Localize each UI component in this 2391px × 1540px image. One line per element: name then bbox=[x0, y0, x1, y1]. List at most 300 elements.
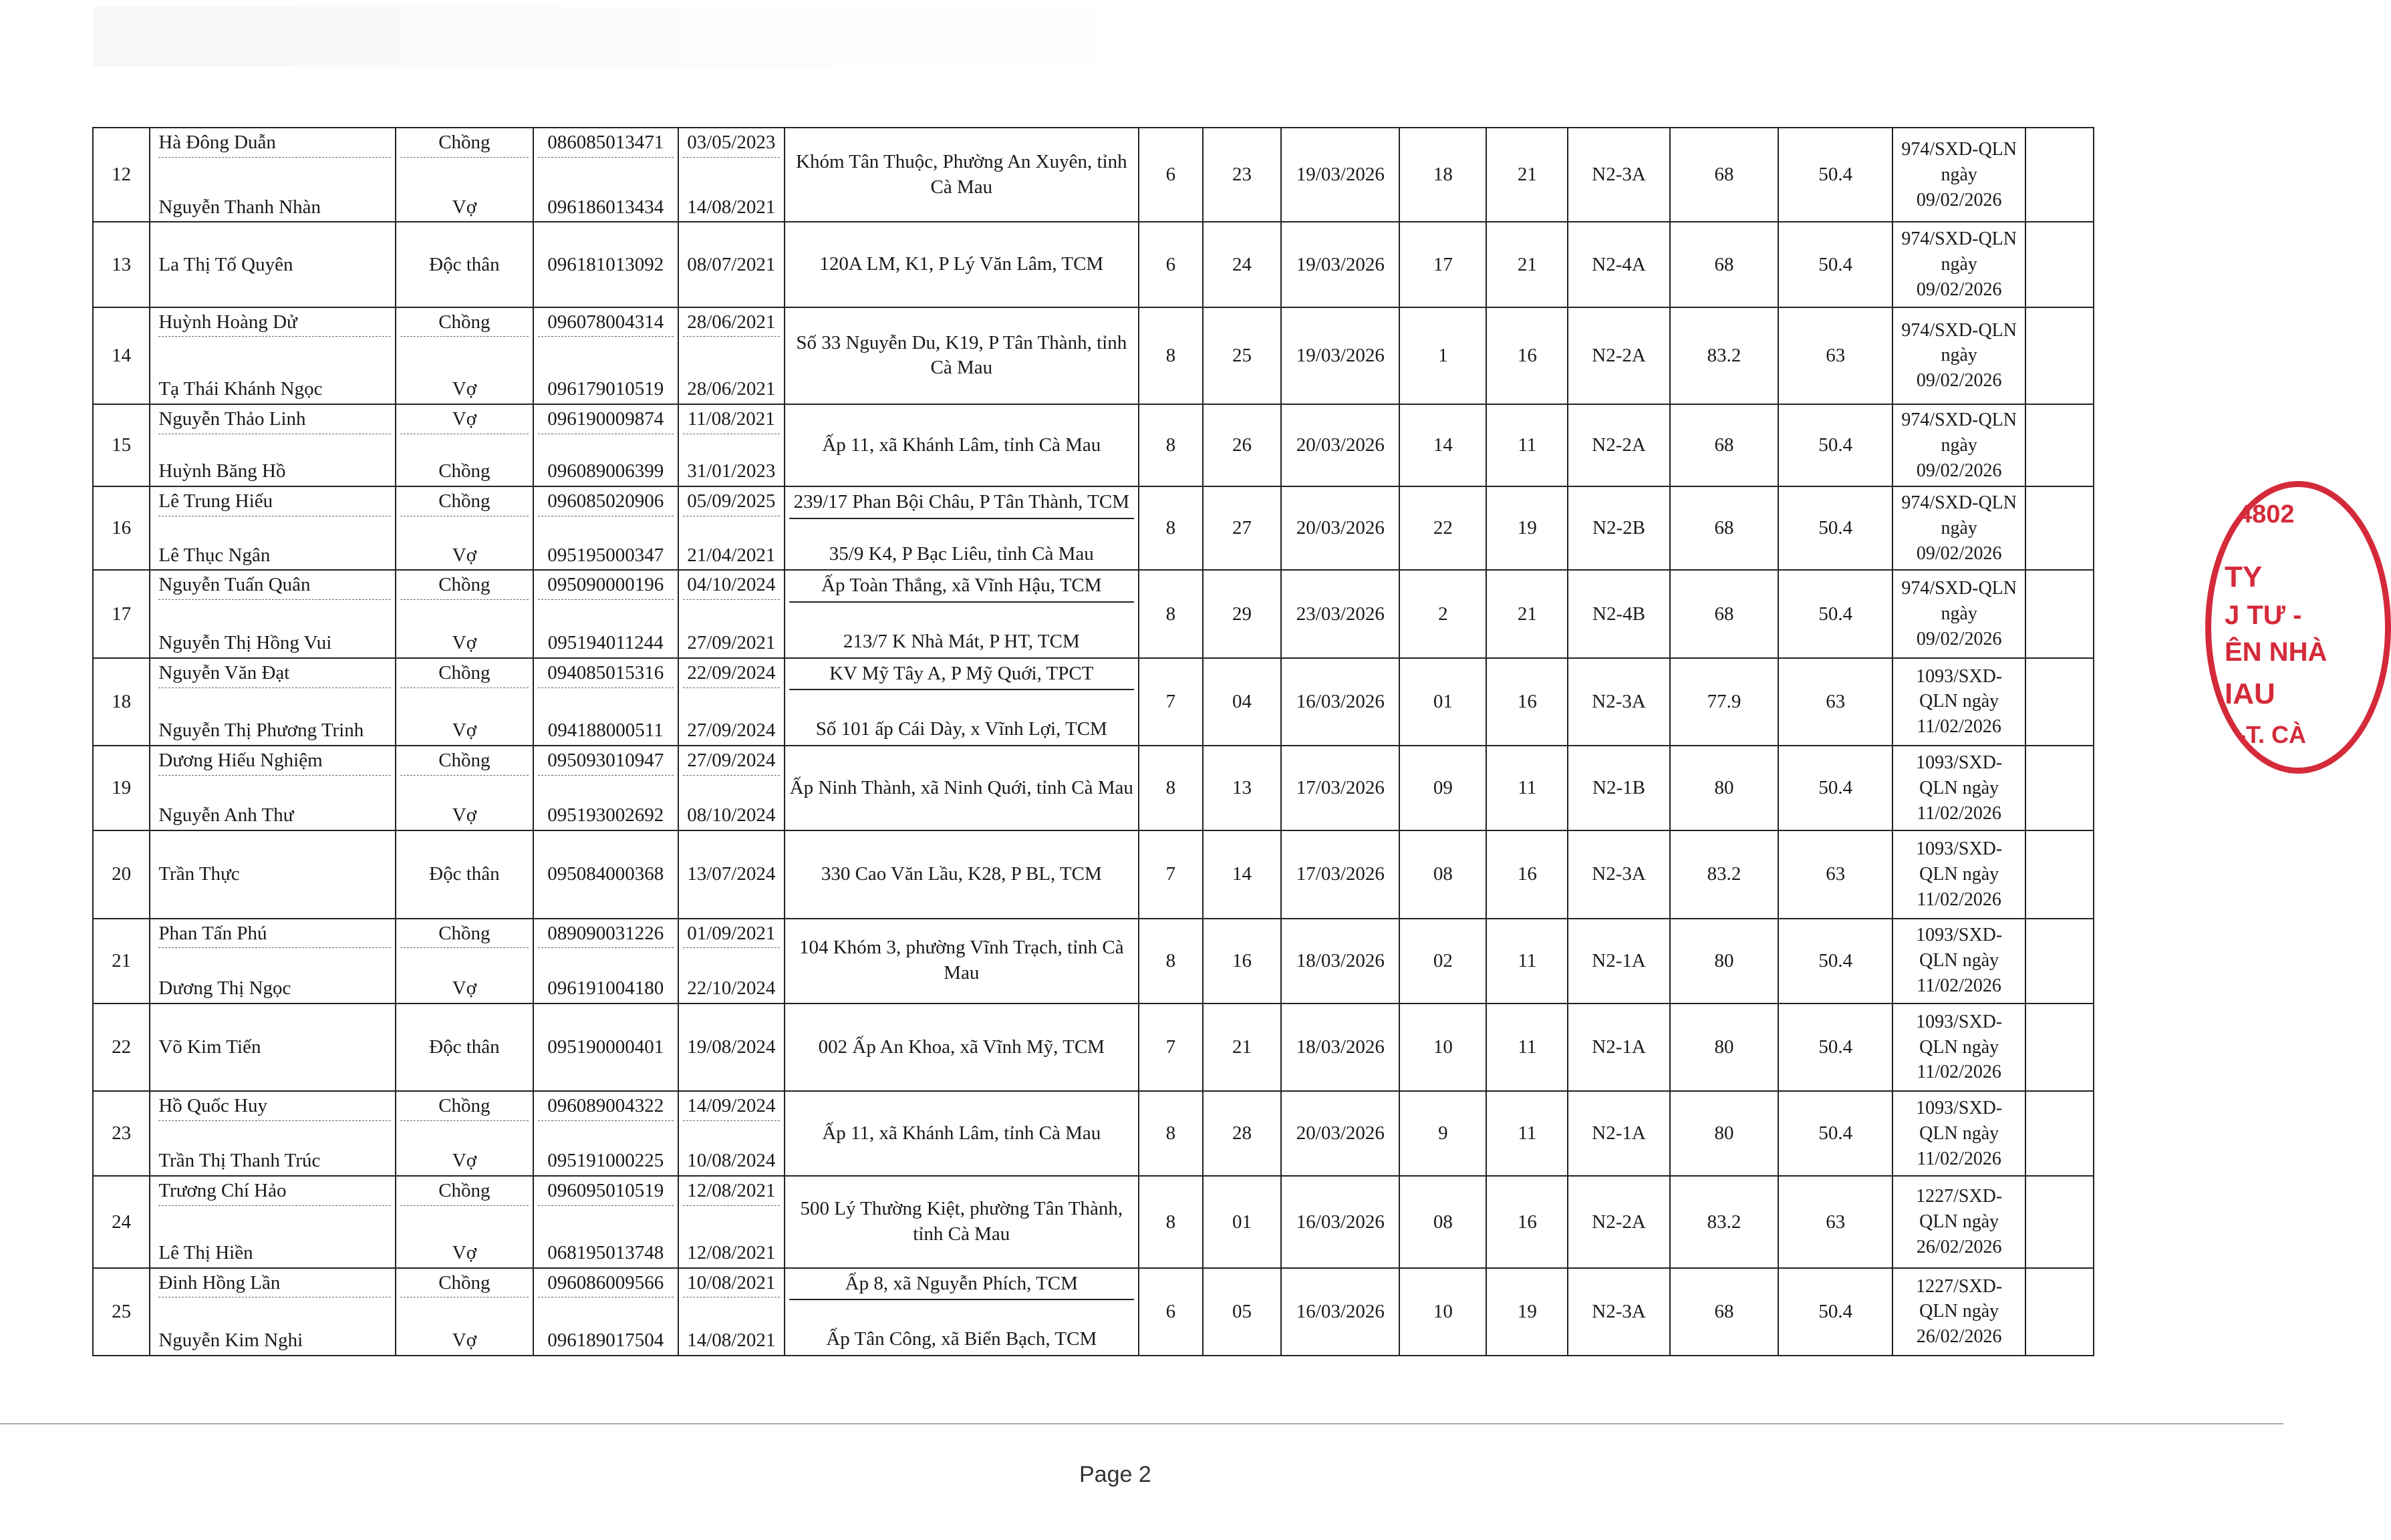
address-cell: Số 33 Nguyễn Du, K19, P Tân Thành, tỉnh Cà Mau bbox=[785, 307, 1139, 404]
address-cell: Ấp 11, xã Khánh Lâm, tỉnh Cà Mau bbox=[785, 1091, 1139, 1176]
empty-note-cell bbox=[2025, 830, 2094, 918]
value-cell-c7: 05 bbox=[1203, 1268, 1282, 1356]
value-cell-c7: 28 bbox=[1203, 1091, 1282, 1176]
relation-line: Vợ bbox=[452, 1330, 477, 1352]
address-line: 213/7 K Nhà Mát, P HT, TCM bbox=[843, 631, 1080, 653]
id-number-cell bbox=[533, 1176, 678, 1267]
relation-cell bbox=[396, 128, 533, 222]
issue-date-cell bbox=[678, 1268, 785, 1356]
value-cell-c7: 27 bbox=[1203, 486, 1282, 570]
value-cell-c11: N2-1B bbox=[1568, 746, 1669, 830]
value-cell-c8: 16/03/2026 bbox=[1281, 658, 1399, 746]
name-line: Dương Thị Ngọc bbox=[158, 977, 291, 999]
relation-line: Vợ bbox=[452, 544, 477, 566]
issue-date-line: 12/08/2021 bbox=[683, 1177, 780, 1206]
table-row bbox=[93, 1004, 2094, 1091]
name-cell: Võ Kim Tiến bbox=[150, 1004, 396, 1091]
id-number-cell bbox=[533, 404, 678, 486]
document-ref-cell: 974/SXD-QLN ngày 09/02/2026 bbox=[1892, 222, 2025, 307]
address-cell bbox=[785, 1268, 1139, 1356]
issue-date-line: 22/10/2024 bbox=[687, 977, 776, 999]
issue-date-line: 03/05/2023 bbox=[683, 128, 780, 158]
issue-date-line: 27/09/2024 bbox=[683, 746, 780, 776]
name-cell bbox=[150, 1176, 396, 1267]
value-cell-c9: 10 bbox=[1399, 1268, 1486, 1356]
id-number-line: 095195000347 bbox=[547, 544, 664, 566]
relation-line: Vợ bbox=[452, 977, 477, 999]
value-cell-c10: 21 bbox=[1486, 570, 1568, 657]
table-row bbox=[93, 658, 2094, 746]
name-line: Trần Thị Thanh Trúc bbox=[158, 1150, 321, 1172]
address-cell bbox=[785, 486, 1139, 570]
value-cell-c13: 63 bbox=[1778, 830, 1892, 918]
name-line: Nguyễn Thị Phương Trinh bbox=[158, 720, 364, 742]
id-number-cell bbox=[533, 746, 678, 830]
value-cell-c12: 68 bbox=[1670, 222, 1779, 307]
issue-date-cell bbox=[678, 658, 785, 746]
address-line: Số 101 ấp Cái Dày, x Vĩnh Lợi, TCM bbox=[815, 718, 1107, 740]
value-cell-c9: 09 bbox=[1399, 746, 1486, 830]
name-cell bbox=[150, 404, 396, 486]
issue-date-cell bbox=[678, 486, 785, 570]
issue-date-cell bbox=[678, 746, 785, 830]
address-cell: 104 Khóm 3, phường Vĩnh Trạch, tỉnh Cà Mau bbox=[785, 919, 1139, 1004]
document-ref-cell: 1093/SXD-QLN ngày 11/02/2026 bbox=[1892, 746, 2025, 830]
issue-date-line: 14/09/2024 bbox=[683, 1092, 780, 1121]
id-number-line: 089090031226 bbox=[538, 919, 674, 949]
value-cell-c9: 08 bbox=[1399, 1176, 1486, 1267]
issue-date-cell bbox=[678, 404, 785, 486]
value-cell-c11: N2-1A bbox=[1568, 1004, 1669, 1091]
value-cell-c11: N2-3A bbox=[1568, 658, 1669, 746]
address-cell: 120A LM, K1, P Lý Văn Lâm, TCM bbox=[785, 222, 1139, 307]
name-cell bbox=[150, 307, 396, 404]
document-ref-cell: 974/SXD-QLN ngày 09/02/2026 bbox=[1892, 128, 2025, 222]
value-cell-c13: 50.4 bbox=[1778, 1004, 1892, 1091]
value-cell-c10: 16 bbox=[1486, 830, 1568, 918]
issue-date-line: 14/08/2021 bbox=[687, 196, 776, 218]
name-cell bbox=[150, 486, 396, 570]
issue-date-line: 04/10/2024 bbox=[683, 571, 780, 600]
value-cell-c10: 19 bbox=[1486, 1268, 1568, 1356]
value-cell-c7: 24 bbox=[1203, 222, 1282, 307]
issue-date-cell: 08/07/2021 bbox=[678, 222, 785, 307]
stt-cell: 14 bbox=[93, 307, 150, 404]
id-number-line: 086085013471 bbox=[538, 128, 674, 158]
address-cell: 500 Lý Thường Kiệt, phường Tân Thành, tỉnh Cà Mau bbox=[785, 1176, 1139, 1267]
document-ref-cell: 1093/SXD-QLN ngày 11/02/2026 bbox=[1892, 919, 2025, 1004]
value-cell-c13: 50.4 bbox=[1778, 570, 1892, 657]
name-line: Huỳnh Hoàng Dử bbox=[158, 308, 391, 337]
stt-cell: 16 bbox=[93, 486, 150, 570]
name-cell bbox=[150, 570, 396, 657]
name-cell bbox=[150, 1091, 396, 1176]
issue-date-line: 27/09/2024 bbox=[687, 720, 776, 742]
issue-date-line: 31/01/2023 bbox=[687, 460, 776, 482]
issue-date-cell bbox=[678, 1176, 785, 1267]
relation-cell bbox=[396, 1176, 533, 1267]
value-cell-c11: N2-2A bbox=[1568, 307, 1669, 404]
name-line: Lê Thị Hiền bbox=[158, 1241, 253, 1263]
name-line: Nguyễn Thị Hồng Vui bbox=[158, 631, 332, 653]
value-cell-c13: 50.4 bbox=[1778, 486, 1892, 570]
id-number-cell bbox=[533, 570, 678, 657]
value-cell-c12: 68 bbox=[1670, 486, 1779, 570]
page-number: Page 2 bbox=[1079, 1462, 1151, 1487]
id-number-line: 096179010519 bbox=[547, 378, 664, 400]
footer-divider bbox=[0, 1423, 2283, 1424]
value-cell-c10: 16 bbox=[1486, 1176, 1568, 1267]
value-cell-c12: 80 bbox=[1670, 1091, 1779, 1176]
address-cell bbox=[785, 570, 1139, 657]
empty-note-cell bbox=[2025, 570, 2094, 657]
table-row bbox=[93, 1268, 2094, 1356]
stt-cell: 17 bbox=[93, 570, 150, 657]
value-cell-c6: 8 bbox=[1139, 570, 1203, 657]
relation-cell bbox=[396, 307, 533, 404]
name-line: Nguyễn Thảo Linh bbox=[158, 405, 391, 434]
table-row bbox=[93, 570, 2094, 657]
value-cell-c8: 20/03/2026 bbox=[1281, 486, 1399, 570]
value-cell-c10: 11 bbox=[1486, 746, 1568, 830]
value-cell-c9: 01 bbox=[1399, 658, 1486, 746]
issue-date-line: 01/09/2021 bbox=[683, 919, 780, 949]
relation-cell bbox=[396, 746, 533, 830]
id-number-line: 095194011244 bbox=[547, 631, 664, 653]
value-cell-c10: 19 bbox=[1486, 486, 1568, 570]
value-cell-c9: 14 bbox=[1399, 404, 1486, 486]
address-line: 239/17 Phan Bội Châu, P Tân Thành, TCM bbox=[789, 487, 1135, 519]
value-cell-c11: N2-3A bbox=[1568, 128, 1669, 222]
value-cell-c13: 63 bbox=[1778, 1176, 1892, 1267]
table-row bbox=[93, 919, 2094, 1004]
document-ref-cell: 1093/SXD-QLN ngày 11/02/2026 bbox=[1892, 658, 2025, 746]
value-cell-c6: 6 bbox=[1139, 1268, 1203, 1356]
value-cell-c11: N2-2A bbox=[1568, 1176, 1669, 1267]
relation-line: Chồng bbox=[400, 571, 528, 600]
value-cell-c10: 16 bbox=[1486, 307, 1568, 404]
issue-date-line: 05/09/2025 bbox=[683, 487, 780, 516]
issue-date-line: 12/08/2021 bbox=[687, 1241, 776, 1263]
value-cell-c12: 68 bbox=[1670, 404, 1779, 486]
relation-cell bbox=[396, 404, 533, 486]
document-ref-cell: 974/SXD-QLN ngày 09/02/2026 bbox=[1892, 307, 2025, 404]
name-line: Nguyễn Thanh Nhàn bbox=[158, 196, 321, 218]
value-cell-c9: 22 bbox=[1399, 486, 1486, 570]
value-cell-c11: N2-4A bbox=[1568, 222, 1669, 307]
value-cell-c12: 83.2 bbox=[1670, 1176, 1779, 1267]
relation-cell: Độc thân bbox=[396, 830, 533, 918]
value-cell-c10: 11 bbox=[1486, 1004, 1568, 1091]
value-cell-c13: 50.4 bbox=[1778, 919, 1892, 1004]
relation-line: Chồng bbox=[400, 1269, 528, 1298]
relation-line: Vợ bbox=[452, 1150, 477, 1172]
name-line: Đinh Hồng Lần bbox=[158, 1269, 391, 1298]
value-cell-c7: 21 bbox=[1203, 1004, 1282, 1091]
name-line: Nguyễn Kim Nghi bbox=[158, 1330, 303, 1352]
value-cell-c6: 8 bbox=[1139, 1176, 1203, 1267]
value-cell-c13: 50.4 bbox=[1778, 128, 1892, 222]
document-ref-cell: 974/SXD-QLN ngày 09/02/2026 bbox=[1892, 570, 2025, 657]
issue-date-line: 10/08/2021 bbox=[683, 1269, 780, 1298]
value-cell-c6: 7 bbox=[1139, 1004, 1203, 1091]
issue-date-cell bbox=[678, 128, 785, 222]
relation-cell bbox=[396, 486, 533, 570]
value-cell-c6: 8 bbox=[1139, 1091, 1203, 1176]
value-cell-c9: 08 bbox=[1399, 830, 1486, 918]
id-number-cell bbox=[533, 486, 678, 570]
empty-note-cell bbox=[2025, 128, 2094, 222]
document-ref-cell: 974/SXD-QLN ngày 09/02/2026 bbox=[1892, 486, 2025, 570]
issue-date-line: 11/08/2021 bbox=[683, 405, 780, 434]
id-number-cell bbox=[533, 307, 678, 404]
relation-cell bbox=[396, 1268, 533, 1356]
id-number-line: 095090000196 bbox=[538, 571, 674, 600]
name-line: Tạ Thái Khánh Ngọc bbox=[158, 378, 323, 400]
value-cell-c8: 18/03/2026 bbox=[1281, 1004, 1399, 1091]
relation-line: Vợ bbox=[452, 631, 477, 653]
value-cell-c7: 16 bbox=[1203, 919, 1282, 1004]
address-cell: 002 Ấp An Khoa, xã Vĩnh Mỹ, TCM bbox=[785, 1004, 1139, 1091]
table-row bbox=[93, 746, 2094, 830]
value-cell-c6: 7 bbox=[1139, 830, 1203, 918]
name-cell: Trần Thực bbox=[150, 830, 396, 918]
name-cell bbox=[150, 658, 396, 746]
value-cell-c8: 19/03/2026 bbox=[1281, 128, 1399, 222]
empty-note-cell bbox=[2025, 919, 2094, 1004]
issue-date-line: 22/09/2024 bbox=[683, 659, 780, 688]
empty-note-cell bbox=[2025, 1091, 2094, 1176]
stt-cell: 23 bbox=[93, 1091, 150, 1176]
id-number-line: 096089006399 bbox=[547, 460, 664, 482]
table-row bbox=[93, 307, 2094, 404]
address-line: 35/9 K4, P Bạc Liêu, tỉnh Cà Mau bbox=[829, 543, 1094, 565]
value-cell-c7: 13 bbox=[1203, 746, 1282, 830]
value-cell-c9: 17 bbox=[1399, 222, 1486, 307]
relation-line: Chồng bbox=[400, 487, 528, 516]
value-cell-c9: 1 bbox=[1399, 307, 1486, 404]
document-ref-cell: 1227/SXD-QLN ngày 26/02/2026 bbox=[1892, 1268, 2025, 1356]
address-cell: 330 Cao Văn Lầu, K28, P BL, TCM bbox=[785, 830, 1139, 918]
value-cell-c13: 50.4 bbox=[1778, 746, 1892, 830]
id-number-cell bbox=[533, 658, 678, 746]
id-number-cell: 095084000368 bbox=[533, 830, 678, 918]
empty-note-cell bbox=[2025, 1176, 2094, 1267]
relation-line: Vợ bbox=[400, 405, 528, 434]
id-number-line: 096190009874 bbox=[538, 405, 674, 434]
name-line: Hồ Quốc Huy bbox=[158, 1092, 391, 1121]
relation-line: Chồng bbox=[438, 460, 490, 482]
value-cell-c6: 8 bbox=[1139, 746, 1203, 830]
issue-date-line: 21/04/2021 bbox=[687, 544, 776, 566]
address-line: KV Mỹ Tây A, P Mỹ Quới, TPCT bbox=[789, 659, 1135, 691]
value-cell-c12: 68 bbox=[1670, 128, 1779, 222]
value-cell-c13: 50.4 bbox=[1778, 1268, 1892, 1356]
empty-note-cell bbox=[2025, 1004, 2094, 1091]
relation-line: Chồng bbox=[400, 746, 528, 776]
id-number-line: 096085020906 bbox=[538, 487, 674, 516]
value-cell-c9: 9 bbox=[1399, 1091, 1486, 1176]
document-ref-cell: 1227/SXD-QLN ngày 26/02/2026 bbox=[1892, 1176, 2025, 1267]
relation-cell bbox=[396, 570, 533, 657]
name-line: Dương Hiếu Nghiệm bbox=[158, 746, 391, 776]
relation-cell bbox=[396, 919, 533, 1004]
id-number-line: 096189017504 bbox=[547, 1330, 664, 1352]
relation-cell bbox=[396, 658, 533, 746]
issue-date-line: 14/08/2021 bbox=[687, 1330, 776, 1352]
stt-cell: 12 bbox=[93, 128, 150, 222]
value-cell-c8: 17/03/2026 bbox=[1281, 830, 1399, 918]
value-cell-c12: 83.2 bbox=[1670, 307, 1779, 404]
name-cell bbox=[150, 1268, 396, 1356]
address-cell: Khóm Tân Thuộc, Phường An Xuyên, tỉnh Cà Mau bbox=[785, 128, 1139, 222]
value-cell-c11: N2-3A bbox=[1568, 830, 1669, 918]
relation-line: Chồng bbox=[400, 128, 528, 158]
relation-line: Vợ bbox=[452, 196, 477, 218]
value-cell-c6: 8 bbox=[1139, 486, 1203, 570]
id-number-line: 095093010947 bbox=[538, 746, 674, 776]
empty-note-cell bbox=[2025, 404, 2094, 486]
value-cell-c9: 2 bbox=[1399, 570, 1486, 657]
issue-date-line: 08/10/2024 bbox=[687, 804, 776, 826]
address-cell: Ấp Ninh Thành, xã Ninh Quới, tỉnh Cà Mau bbox=[785, 746, 1139, 830]
stt-cell: 21 bbox=[93, 919, 150, 1004]
issue-date-cell bbox=[678, 570, 785, 657]
value-cell-c8: 19/03/2026 bbox=[1281, 222, 1399, 307]
value-cell-c7: 29 bbox=[1203, 570, 1282, 657]
value-cell-c8: 20/03/2026 bbox=[1281, 1091, 1399, 1176]
value-cell-c6: 6 bbox=[1139, 128, 1203, 222]
id-number-line: 095193002692 bbox=[547, 804, 664, 826]
empty-note-cell bbox=[2025, 746, 2094, 830]
name-cell bbox=[150, 128, 396, 222]
stt-cell: 18 bbox=[93, 658, 150, 746]
value-cell-c11: N2-4B bbox=[1568, 570, 1669, 657]
id-number-cell bbox=[533, 128, 678, 222]
relation-line: Chồng bbox=[400, 659, 528, 688]
table-row bbox=[93, 404, 2094, 486]
relation-line: Chồng bbox=[400, 308, 528, 337]
value-cell-c6: 8 bbox=[1139, 919, 1203, 1004]
document-ref-cell: 974/SXD-QLN ngày 09/02/2026 bbox=[1892, 404, 2025, 486]
name-cell bbox=[150, 919, 396, 1004]
value-cell-c6: 8 bbox=[1139, 307, 1203, 404]
value-cell-c7: 23 bbox=[1203, 128, 1282, 222]
stt-cell: 19 bbox=[93, 746, 150, 830]
value-cell-c6: 8 bbox=[1139, 404, 1203, 486]
id-number-line: 068195013748 bbox=[547, 1241, 664, 1263]
id-number-cell bbox=[533, 919, 678, 1004]
issue-date-cell bbox=[678, 1091, 785, 1176]
value-cell-c7: 04 bbox=[1203, 658, 1282, 746]
value-cell-c8: 18/03/2026 bbox=[1281, 919, 1399, 1004]
id-number-line: 096089004322 bbox=[538, 1092, 674, 1121]
stt-cell: 24 bbox=[93, 1176, 150, 1267]
relation-line: Vợ bbox=[452, 1241, 477, 1263]
relation-line: Chồng bbox=[400, 919, 528, 949]
value-cell-c10: 16 bbox=[1486, 658, 1568, 746]
value-cell-c11: N2-3A bbox=[1568, 1268, 1669, 1356]
name-line: Lê Thục Ngân bbox=[158, 544, 271, 566]
address-cell bbox=[785, 658, 1139, 746]
value-cell-c13: 63 bbox=[1778, 307, 1892, 404]
id-number-line: 096086009566 bbox=[538, 1269, 674, 1298]
value-cell-c8: 23/03/2026 bbox=[1281, 570, 1399, 657]
table-row bbox=[93, 222, 2094, 307]
name-line: Nguyễn Văn Đạt bbox=[158, 659, 391, 688]
value-cell-c6: 6 bbox=[1139, 222, 1203, 307]
issue-date-line: 10/08/2024 bbox=[687, 1150, 776, 1172]
name-line: Nguyễn Anh Thư bbox=[158, 804, 294, 826]
issue-date-cell bbox=[678, 307, 785, 404]
relation-line: Vợ bbox=[452, 378, 477, 400]
address-line: Ấp Toàn Thắng, xã Vĩnh Hậu, TCM bbox=[789, 571, 1135, 603]
value-cell-c7: 26 bbox=[1203, 404, 1282, 486]
value-cell-c7: 14 bbox=[1203, 830, 1282, 918]
value-cell-c11: N2-2B bbox=[1568, 486, 1669, 570]
value-cell-c6: 7 bbox=[1139, 658, 1203, 746]
address-line: Ấp 8, xã Nguyễn Phích, TCM bbox=[789, 1269, 1135, 1301]
value-cell-c12: 80 bbox=[1670, 919, 1779, 1004]
id-number-line: 096078004314 bbox=[538, 308, 674, 337]
value-cell-c12: 80 bbox=[1670, 1004, 1779, 1091]
empty-note-cell bbox=[2025, 1268, 2094, 1356]
name-cell: La Thị Tố Quyên bbox=[150, 222, 396, 307]
issue-date-cell bbox=[678, 919, 785, 1004]
value-cell-c12: 68 bbox=[1670, 570, 1779, 657]
allocation-table bbox=[92, 127, 2094, 1356]
id-number-line: 094188000511 bbox=[547, 720, 664, 742]
issue-date-line: 27/09/2021 bbox=[687, 631, 776, 653]
value-cell-c8: 16/03/2026 bbox=[1281, 1176, 1399, 1267]
name-cell bbox=[150, 746, 396, 830]
stt-cell: 25 bbox=[93, 1268, 150, 1356]
value-cell-c7: 25 bbox=[1203, 307, 1282, 404]
value-cell-c9: 10 bbox=[1399, 1004, 1486, 1091]
id-number-line: 095191000225 bbox=[547, 1150, 664, 1172]
issue-date-line: 28/06/2021 bbox=[687, 378, 776, 400]
table-row bbox=[93, 1091, 2094, 1176]
issue-date-line: 28/06/2021 bbox=[683, 308, 780, 337]
id-number-cell bbox=[533, 1268, 678, 1356]
relation-line: Chồng bbox=[400, 1092, 528, 1121]
issue-date-cell: 19/08/2024 bbox=[678, 1004, 785, 1091]
id-number-cell: 096181013092 bbox=[533, 222, 678, 307]
id-number-line: 094085015316 bbox=[538, 659, 674, 688]
table-row bbox=[93, 1176, 2094, 1267]
value-cell-c13: 50.4 bbox=[1778, 404, 1892, 486]
id-number-line: 096191004180 bbox=[547, 977, 664, 999]
empty-note-cell bbox=[2025, 486, 2094, 570]
value-cell-c8: 19/03/2026 bbox=[1281, 307, 1399, 404]
name-line: Nguyễn Tuấn Quân bbox=[158, 571, 391, 600]
empty-note-cell bbox=[2025, 658, 2094, 746]
stt-cell: 22 bbox=[93, 1004, 150, 1091]
id-number-cell: 095190000401 bbox=[533, 1004, 678, 1091]
relation-line: Chồng bbox=[400, 1177, 528, 1206]
value-cell-c10: 11 bbox=[1486, 1091, 1568, 1176]
table-row bbox=[93, 486, 2094, 570]
value-cell-c10: 21 bbox=[1486, 222, 1568, 307]
value-cell-c11: N2-1A bbox=[1568, 919, 1669, 1004]
company-seal-stamp: 4802 TY J TƯ - ÊN NHÀ IAU -T. CÀ bbox=[2205, 481, 2391, 774]
name-line: Hà Đông Duẫn bbox=[158, 128, 391, 158]
value-cell-c11: N2-2A bbox=[1568, 404, 1669, 486]
value-cell-c12: 68 bbox=[1670, 1268, 1779, 1356]
address-line: Ấp Tân Công, xã Biển Bạch, TCM bbox=[826, 1328, 1097, 1350]
value-cell-c9: 18 bbox=[1399, 128, 1486, 222]
value-cell-c13: 50.4 bbox=[1778, 222, 1892, 307]
